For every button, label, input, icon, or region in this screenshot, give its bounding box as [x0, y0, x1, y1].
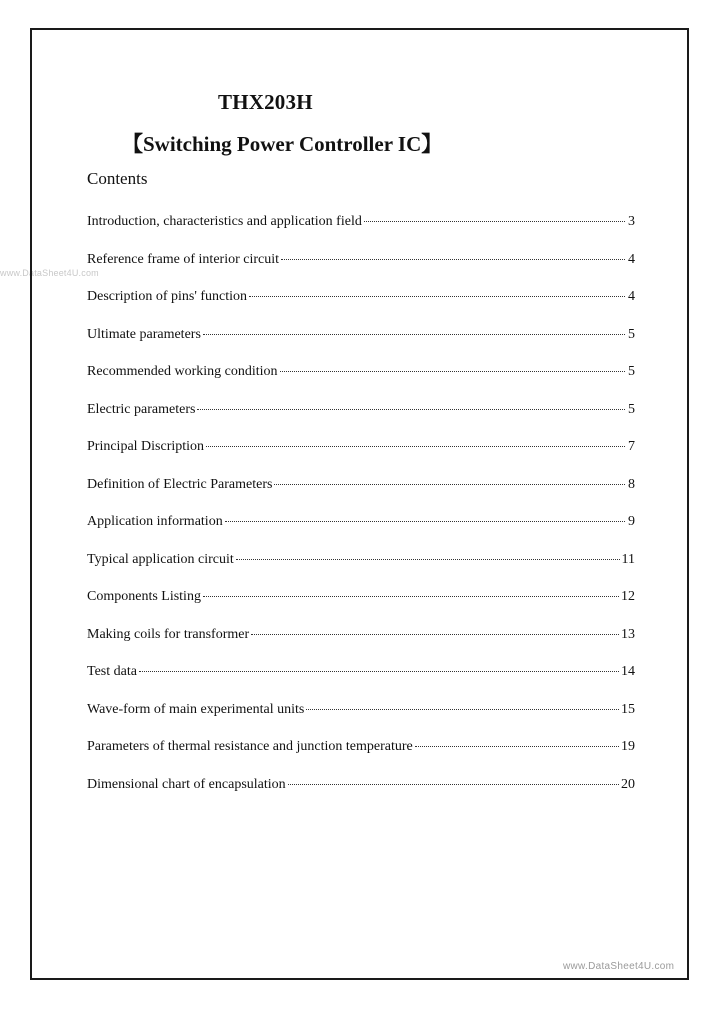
toc-page-number: 7: [628, 439, 635, 454]
toc-dot-leader: [249, 296, 625, 297]
toc-entry[interactable]: [87, 739, 635, 777]
toc-dot-leader: [364, 221, 625, 222]
toc-page-number: 13: [621, 626, 635, 642]
toc-entry[interactable]: [87, 627, 635, 665]
toc-page-number: 4: [628, 289, 635, 304]
toc-entry-label: Electric parameters: [87, 401, 196, 417]
toc-dot-leader: [225, 521, 625, 522]
watermark-side: www.DataSheet4U.com: [0, 268, 99, 278]
toc-entry[interactable]: [87, 327, 635, 365]
toc-entry-label: Test data: [87, 664, 137, 679]
toc-entry-label: Wave-form of main experimental units: [87, 701, 305, 717]
toc-page-number: 15: [621, 701, 635, 717]
toc-page-number: 5: [628, 326, 635, 342]
toc-page-number: 5: [628, 364, 635, 379]
toc-entry-label: Ultimate parameters: [87, 326, 201, 342]
toc-entry[interactable]: [87, 289, 635, 327]
toc-entry-label: Application information: [87, 514, 223, 529]
toc-entry[interactable]: [87, 777, 635, 815]
toc-dot-leader: [139, 671, 619, 672]
document-subtitle: 【Switching Power Controller IC】: [122, 132, 443, 156]
toc-entry[interactable]: [87, 552, 635, 590]
toc-entry-label: Definition of Electric Parameters: [87, 476, 273, 492]
toc-dot-leader: [306, 709, 619, 710]
toc-page-number: 20: [621, 776, 635, 792]
toc-entry-label: Dimensional chart of encapsulation: [87, 776, 286, 792]
toc-entry[interactable]: [87, 402, 635, 440]
toc-entry-label: Components Listing: [87, 589, 201, 604]
toc-entry-label: Principal Discription: [87, 439, 205, 454]
toc-page-number: 12: [621, 589, 635, 604]
toc-entry-label: Parameters of thermal resistance and junction temperature: [87, 739, 413, 754]
toc-entry[interactable]: [87, 252, 635, 290]
toc-entry[interactable]: [87, 364, 635, 402]
toc-entry-label: Introduction, characteristics and application field: [87, 214, 362, 229]
toc-entry[interactable]: [87, 702, 635, 740]
toc-page-number: 9: [628, 514, 635, 529]
toc-entry[interactable]: [87, 664, 635, 702]
toc-dot-leader: [236, 559, 620, 560]
toc-entry-label: Description of pins' function: [87, 289, 247, 304]
contents-heading: Contents: [87, 169, 148, 188]
toc-entry[interactable]: [87, 477, 635, 515]
toc-entry[interactable]: [87, 214, 635, 252]
watermark-footer: www.DataSheet4U.com: [563, 961, 675, 972]
toc-entry[interactable]: [87, 514, 635, 552]
toc-dot-leader: [274, 484, 625, 485]
toc-dot-leader: [280, 371, 625, 372]
toc-dot-leader: [203, 334, 625, 335]
table-of-contents: [87, 214, 635, 814]
toc-page-number: 4: [628, 251, 635, 267]
toc-dot-leader: [288, 784, 619, 785]
toc-page-number: 11: [621, 551, 635, 567]
toc-dot-leader: [197, 409, 625, 410]
toc-entry-label: Typical application circuit: [87, 551, 234, 567]
toc-dot-leader: [281, 259, 625, 260]
toc-entry-label: Reference frame of interior circuit: [87, 251, 280, 267]
toc-page-number: 14: [621, 664, 635, 679]
toc-entry[interactable]: [87, 439, 635, 477]
toc-entry-label: Making coils for transformer: [87, 626, 250, 642]
toc-page-number: 3: [628, 214, 635, 229]
toc-page-number: 19: [621, 739, 635, 754]
toc-page-number: 8: [628, 476, 635, 492]
toc-dot-leader: [415, 746, 619, 747]
toc-dot-leader: [251, 634, 619, 635]
toc-entry[interactable]: [87, 589, 635, 627]
document-title: THX203H: [218, 90, 313, 114]
toc-entry-label: Recommended working condition: [87, 364, 278, 379]
toc-dot-leader: [206, 446, 625, 447]
toc-page-number: 5: [628, 401, 635, 417]
toc-dot-leader: [203, 596, 619, 597]
